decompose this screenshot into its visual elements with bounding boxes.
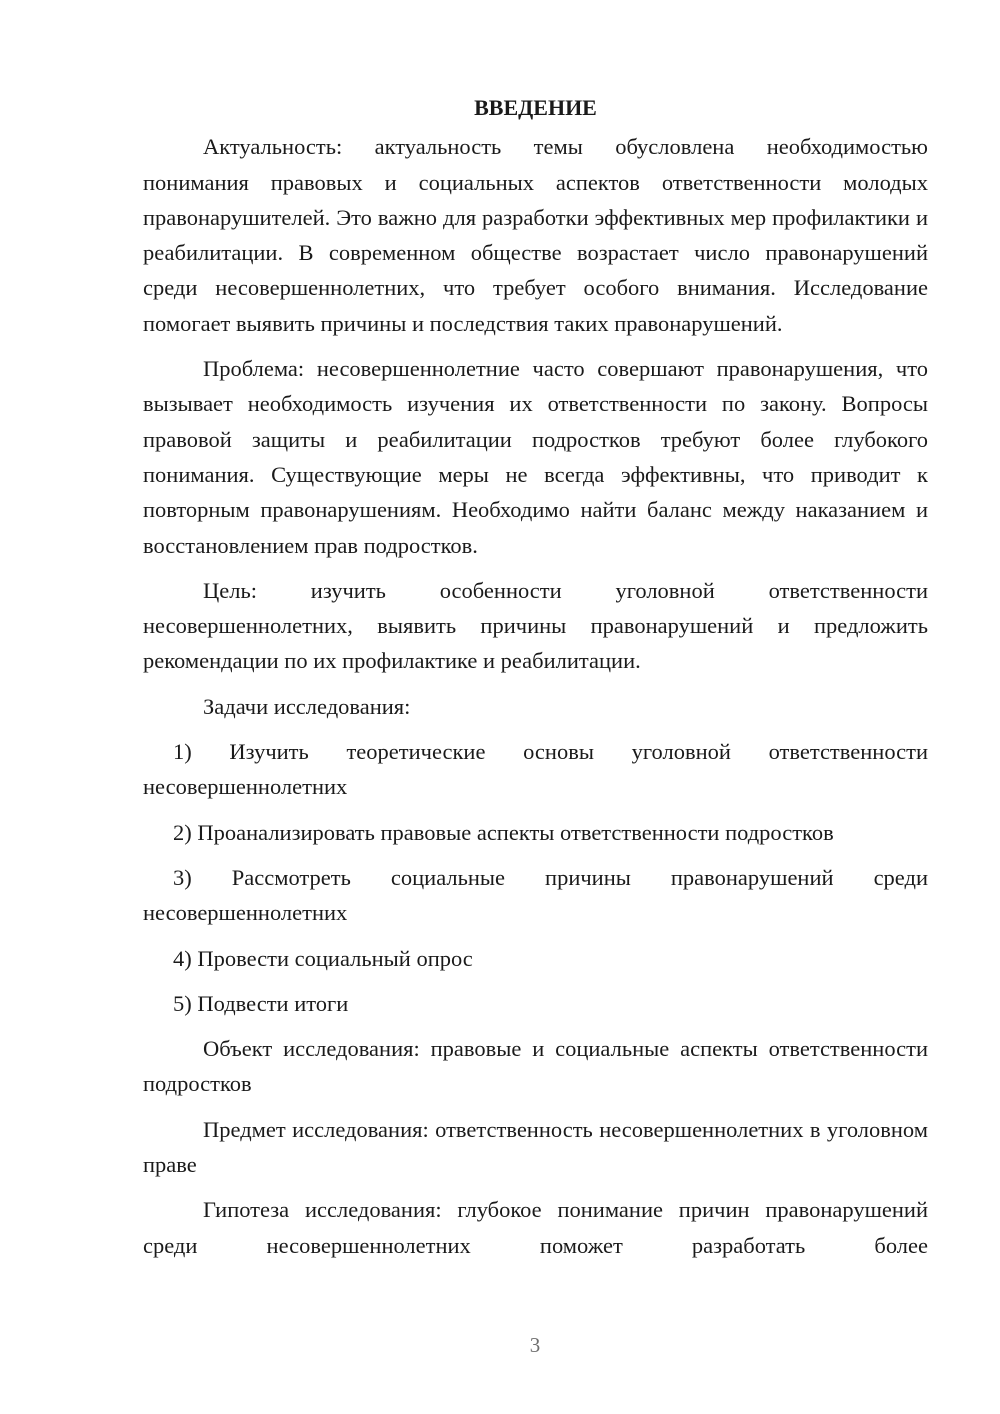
task-item-1: 1) Изучить теоретические основы уголовной ответственности несовершеннолетних xyxy=(143,739,928,800)
task-item-4: 4) Провести социальный опрос xyxy=(173,945,473,971)
tasks-heading: Задачи исследования: xyxy=(203,693,411,719)
page-title: ВВЕДЕНИЕ xyxy=(474,95,597,120)
task-item-5: 5) Подвести итоги xyxy=(173,990,349,1016)
page-number: 3 xyxy=(529,1333,541,1357)
object-paragraph: Объект исследования: правовые и социальные аспекты ответственности подростков xyxy=(143,1036,928,1097)
hypothesis-paragraph: Гипотеза исследования: глубокое понимание причин правонарушений среди несовершеннолетних поможет разработать более xyxy=(143,1197,928,1258)
subject-paragraph: Предмет исследования: ответственность несовершеннолетних в уголовном праве xyxy=(143,1116,928,1178)
relevance-paragraph: Актуальность: актуальность темы обусловлена необходимостью понимания правовых и социальных аспектов ответственности молодых правонарушителей. Это важно для разработки эффективных мер профилактики и реабилитации. В современном обществе возрастает число правонарушений среди несовершеннолетних, что требует особого внимания. Исследование помогает выявить причины и последствия таких правонарушений. xyxy=(143,134,928,336)
document-page xyxy=(143,90,928,1273)
goal-paragraph: Цель: изучить особенности уголовной ответственности несовершеннолетних, выявить причины правонарушений и предложить рекомендации по их профилактике и реабилитации. xyxy=(143,577,928,674)
problem-paragraph: Проблема: несовершеннолетние часто совершают правонарушения, что вызывает необходимость изучения их ответственности по закону. Вопросы правовой защиты и реабилитации подростков требуют более глубокого понимания. Существующие меры не всегда эффективны, что приводит к повторным правонарушениям. Необходимо найти баланс между наказанием и восстановлением прав подростков. xyxy=(143,356,928,558)
task-item-2: 2) Проанализировать правовые аспекты ответственности подростков xyxy=(173,819,834,845)
task-item-3: 3) Рассмотреть социальные причины правонарушений среди несовершеннолетних xyxy=(143,864,928,926)
